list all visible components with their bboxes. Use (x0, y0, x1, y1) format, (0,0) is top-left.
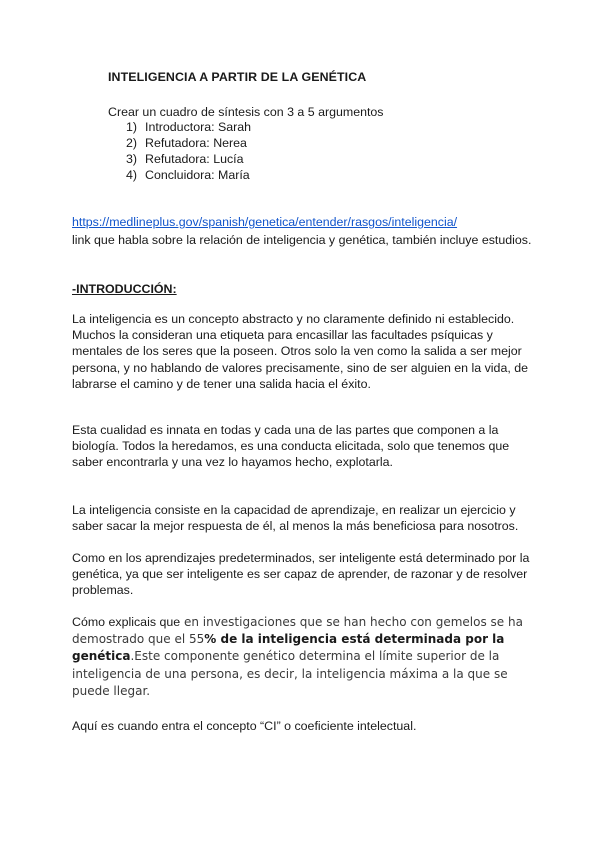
section-heading: -INTRODUCCIÓN: (72, 282, 177, 296)
roles-list (126, 119, 251, 183)
list-number: 3) (126, 152, 138, 166)
paragraph-twins-lead: Cómo explicais que (72, 615, 181, 629)
source-link[interactable]: https://medlineplus.gov/spanish/genetica/entender/rasgos/inteligencia/ (72, 215, 458, 229)
list-item (126, 151, 251, 167)
paragraph-definition: La inteligencia es un concepto abstracto y no claramente definido ni establecido. Muchos la consideran una etiqueta para encasillar las facultades psíquicas y mentales de los seres que la poseen. Otros solo la ven como la salida a ser mejor persona, y no hablando de valores precisamente, sino de ser alguien en la vida, de labrarse el camino y de tener una salida hacia el éxito. (72, 312, 528, 391)
list-number: 1) (126, 120, 138, 134)
list-item (126, 167, 251, 183)
paragraph-genetics: Como en los aprendizajes predeterminados, ser inteligente está determinado por la genética, ya que ser inteligente es ser capaz de aprender, de razonar y de resolver problemas. (72, 551, 530, 598)
list-item (126, 135, 251, 151)
list-text: Introductora: Sarah (145, 120, 252, 134)
task-instruction: Crear un cuadro de síntesis con 3 a 5 argumentos (108, 105, 384, 119)
list-text: Concluidora: María (145, 168, 250, 182)
paragraph-twins-mid: en investigaciones que se han hecho con gemelos se ha demostrado que el 55 (72, 615, 523, 647)
document-title: INTELIGENCIA A PARTIR DE LA GENÉTICA (108, 70, 367, 84)
list-number: 2) (126, 136, 138, 150)
paragraph-ci: Aquí es cuando entra el concepto “CI” o coeficiente intelectual. (72, 719, 417, 733)
list-item (126, 119, 251, 135)
paragraph-innate: Esta cualidad es innata en todas y cada una de las partes que componen a la biología. Todos la heredamos, es una conducta elicitada, solo que tenemos que saber encontrarla y una vez lo hayamos hecho, explotarla. (72, 423, 510, 470)
paragraph-twins-bold: % de la inteligencia está determinada por la genética (72, 632, 505, 664)
source-description: link que habla sobre la relación de inteligencia y genética, también incluye estudios. (72, 233, 532, 247)
list-number: 4) (126, 168, 138, 182)
list-text: Refutadora: Nerea (145, 136, 247, 150)
paragraph-twins-tail: .Este componente genético determina el límite superior de la inteligencia de una persona, es decir, la inteligencia máxima a la que se puede llegar. (72, 649, 508, 698)
paragraph-learning: La inteligencia consiste en la capacidad de aprendizaje, en realizar un ejercicio y saber sacar la mejor respuesta de él, al menos la más beneficiosa para nosotros. (72, 503, 519, 534)
list-text: Refutadora: Lucía (145, 152, 244, 166)
paragraph-twins (72, 614, 532, 700)
